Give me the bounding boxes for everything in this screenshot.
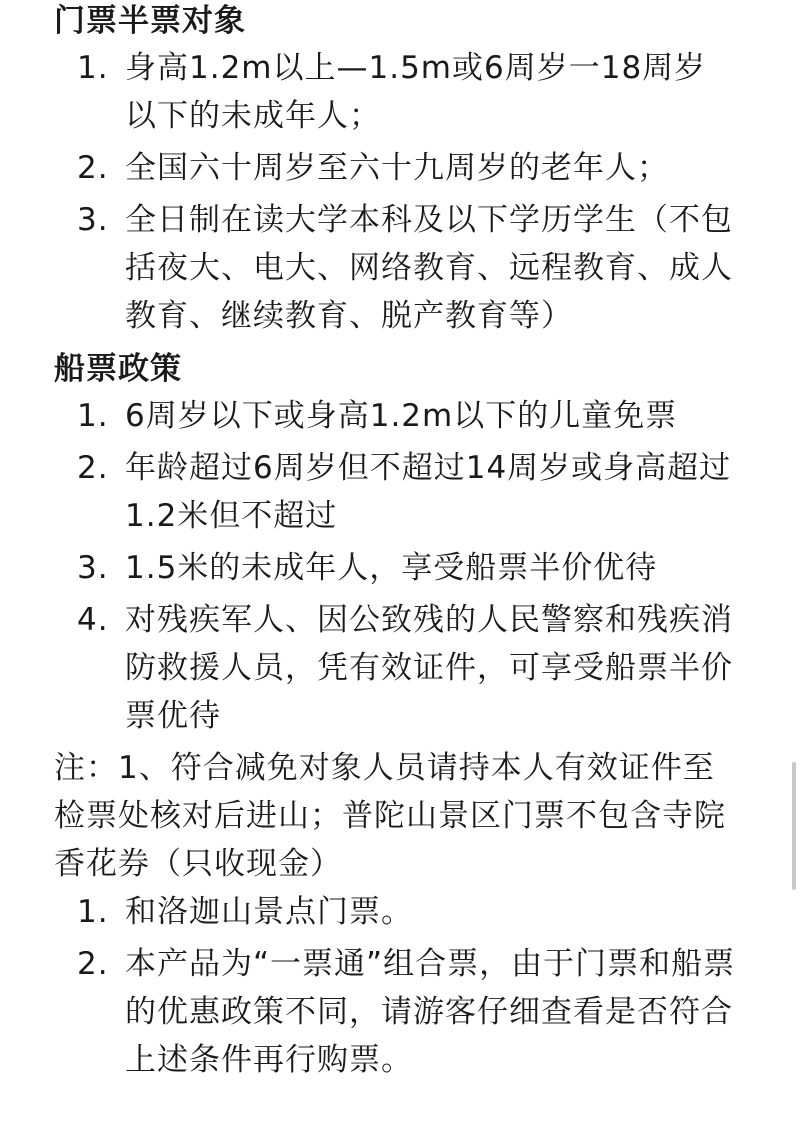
list-item-text: 全国六十周岁至六十九周岁的老年人； xyxy=(125,150,669,186)
list-item xyxy=(54,196,736,340)
list-item-number: 2. xyxy=(77,946,109,982)
list-item-number: 3. xyxy=(77,202,109,238)
list-item-number: 1. xyxy=(77,50,109,86)
list-item xyxy=(54,596,736,740)
list-item-text: 本产品为“一票通”组合票，由于门票和船票的优惠政策不同，请游客仔细查看是否符合上述条件再行购票。 xyxy=(125,946,736,1078)
list-item xyxy=(54,144,736,192)
list-item-text: 年龄超过6周岁但不超过14周岁或身高超过1.2米但不超过 xyxy=(125,450,732,534)
list-item-text: 对残疾军人、因公致残的人民警察和残疾消防救援人员，凭有效证件，可享受船票半价票优待 xyxy=(125,602,733,734)
note-list xyxy=(54,888,736,1084)
list-item xyxy=(54,544,736,592)
list-item xyxy=(54,940,736,1084)
list-item-number: 2. xyxy=(77,150,109,186)
list-item-number: 4. xyxy=(77,602,109,638)
section-title-ticket-half-price: 门票半票对象 xyxy=(54,3,246,39)
list-item-text: 身高1.2m以上—1.5m或6周岁一18周岁以下的未成年人； xyxy=(125,50,707,134)
list-item-number: 1. xyxy=(77,894,109,930)
section-title-boat-ticket-policy: 船票政策 xyxy=(54,351,182,387)
list-item-text: 6周岁以下或身高1.2m以下的儿童免票 xyxy=(125,398,678,434)
vertical-scrollbar[interactable] xyxy=(792,762,796,890)
list-item-text: 全日制在读大学本科及以下学历学生（不包括夜大、电大、网络教育、远程教育、成人教育、继续教育、脱产教育等） xyxy=(125,202,733,334)
list-item-number: 1. xyxy=(77,398,109,434)
list-item-number: 2. xyxy=(77,450,109,486)
list-item xyxy=(54,44,736,140)
list-item-text: 和洛迦山景点门票。 xyxy=(125,894,413,930)
list-item xyxy=(54,392,736,440)
boat-ticket-policy-list xyxy=(54,392,736,740)
list-item-text: 1.5米的未成年人，享受船票半价优待 xyxy=(125,550,658,586)
ticket-half-price-list xyxy=(54,44,736,340)
list-item-number: 3. xyxy=(77,550,109,586)
list-item xyxy=(54,888,736,936)
note-paragraph: 注：1、符合减免对象人员请持本人有效证件至检票处核对后进山；普陀山景区门票不包含寺院香花券（只收现金） xyxy=(54,750,726,882)
list-item xyxy=(54,444,736,540)
